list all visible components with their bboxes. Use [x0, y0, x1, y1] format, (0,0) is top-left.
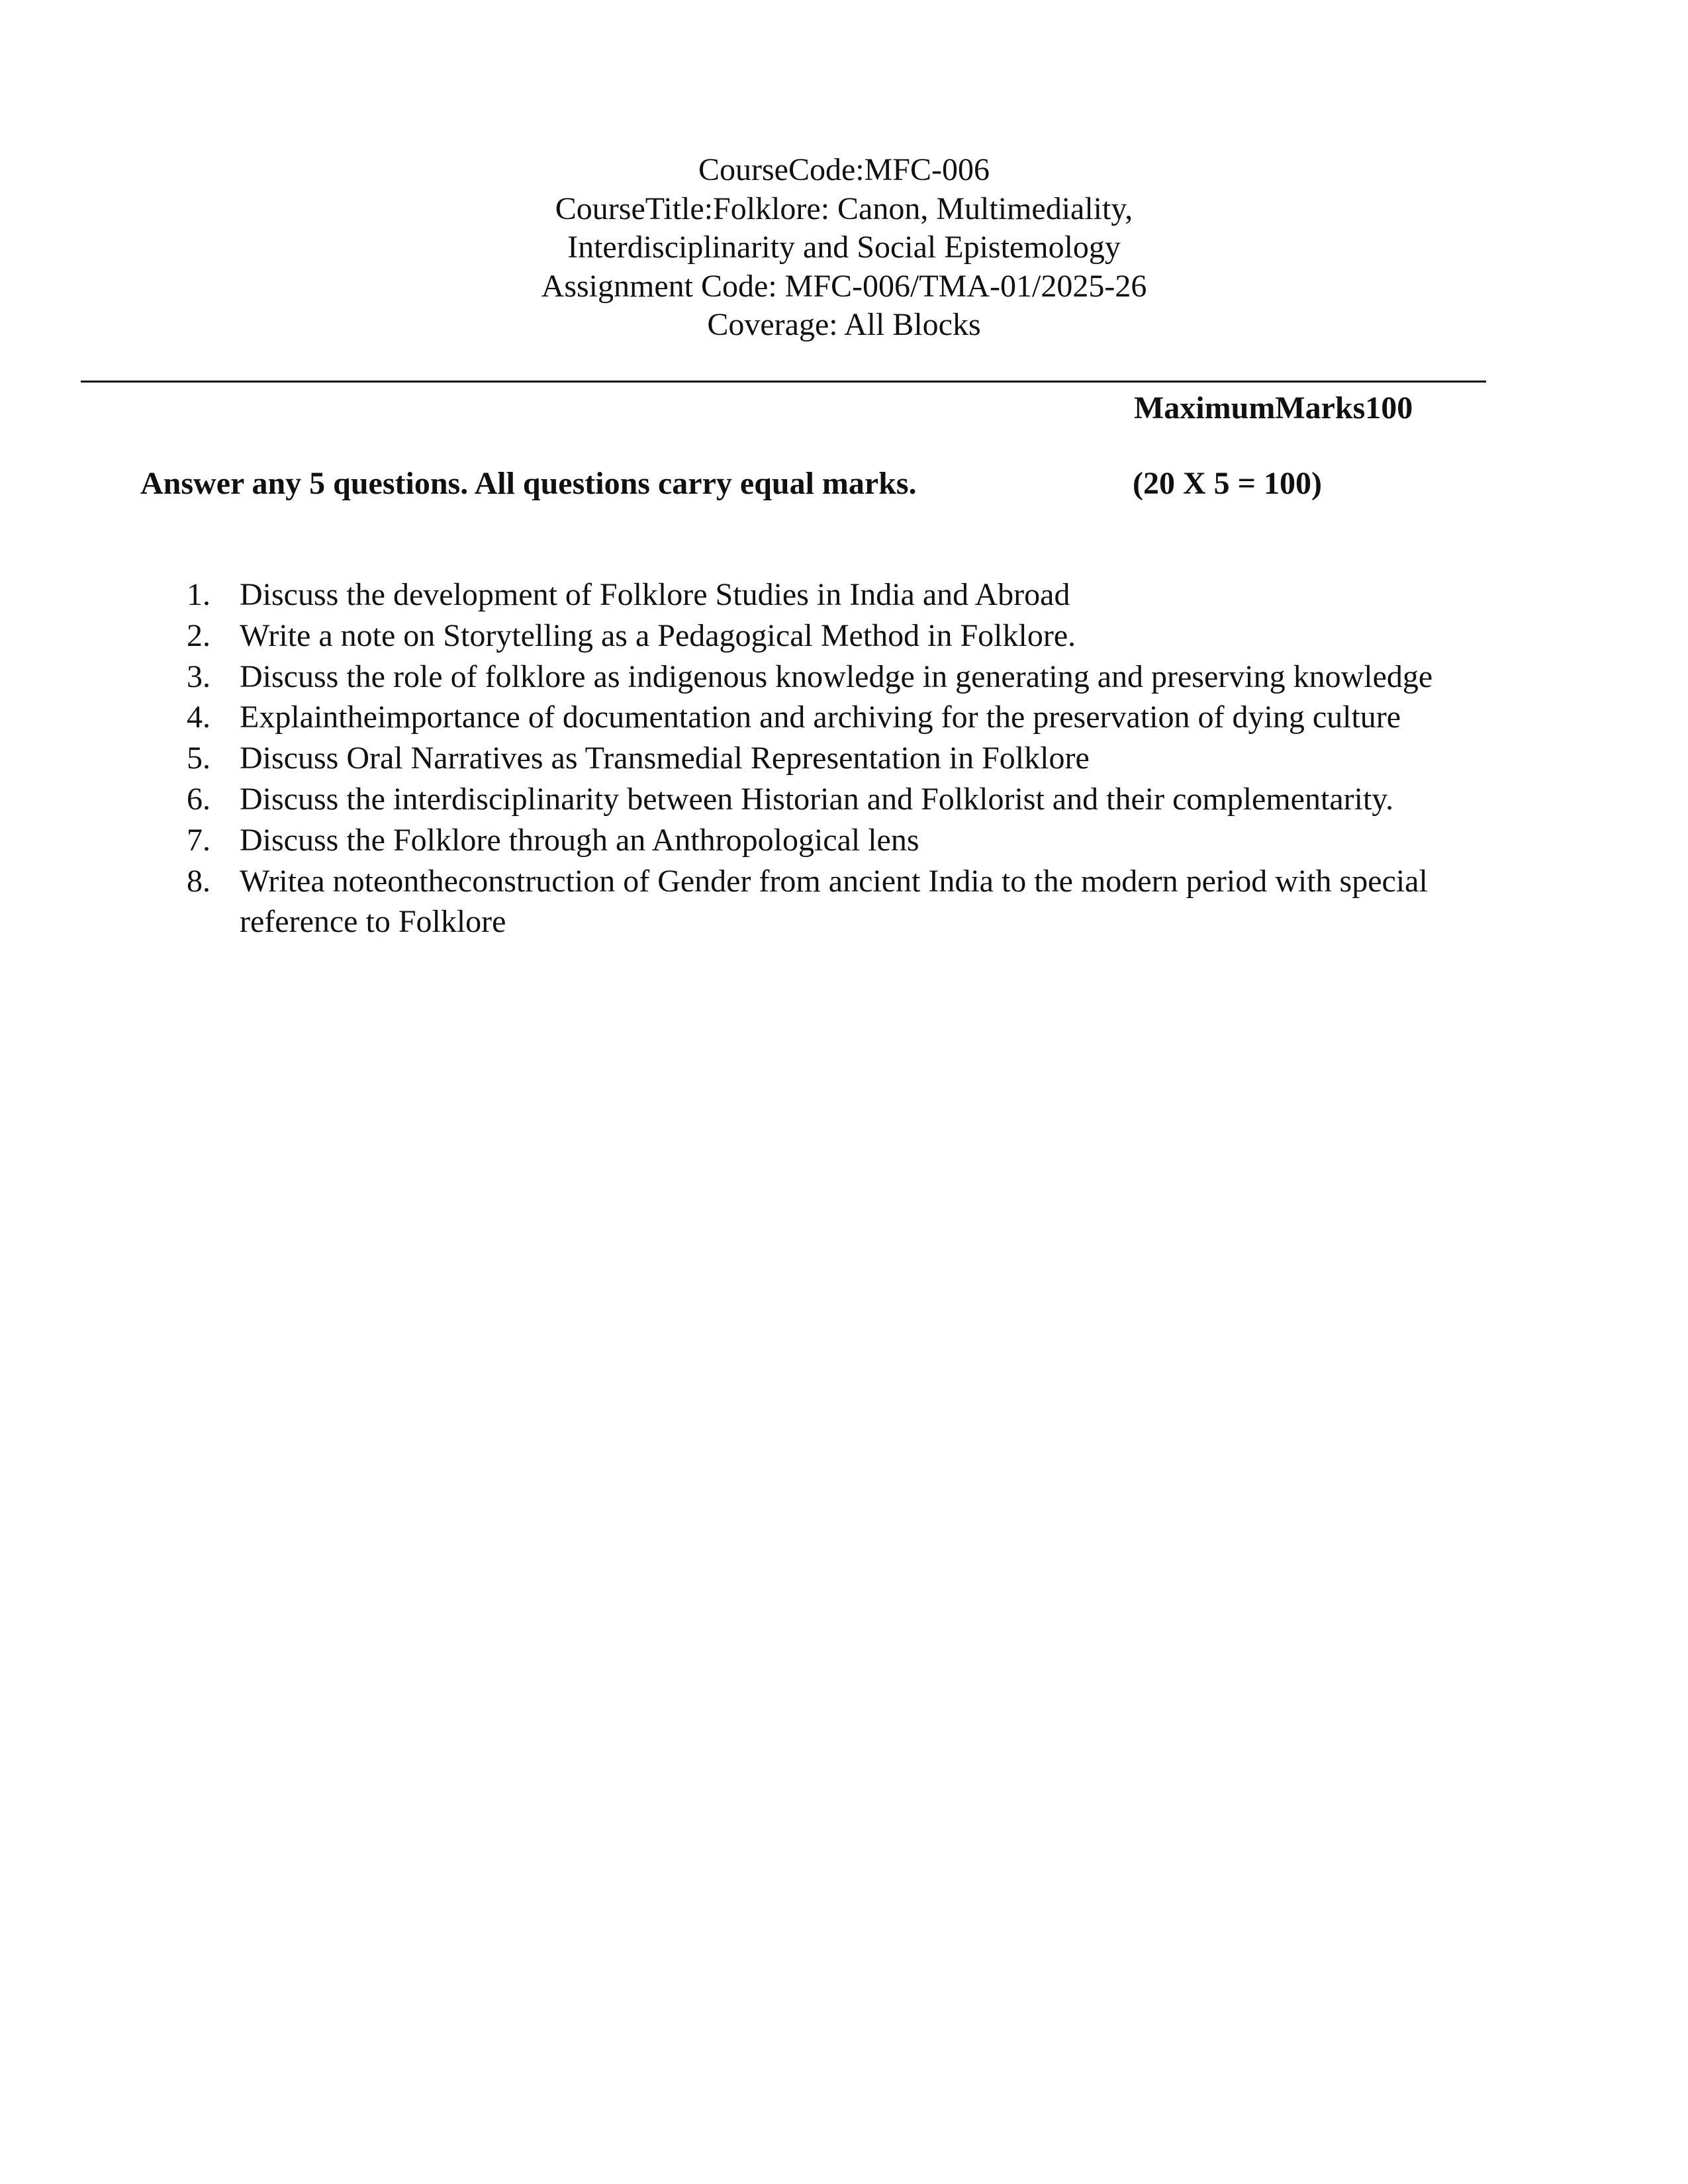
marks-formula: (20 X 5 = 100) [1133, 466, 1322, 501]
course-title-line-1: CourseTitle:Folklore: Canon, Multimediality, [555, 191, 1133, 226]
question-text: Explaintheimportance of documentation and archiving for the preservation of dying culture [240, 700, 1401, 735]
question-item [0, 574, 1497, 615]
question-number: 7. [187, 822, 211, 858]
question-text: Discuss the role of folklore as indigenous knowledge in generating and preserving knowledge [240, 659, 1433, 694]
document-header [0, 151, 1688, 345]
question-text: Discuss Oral Narratives as Transmedial Representation in Folklore [240, 741, 1090, 776]
coverage: Coverage: All Blocks [707, 307, 981, 342]
question-text: Discuss the interdisciplinarity between Historian and Folklorist and their complementarity. [240, 781, 1394, 817]
question-text: Writea noteontheconstruction of Gender from ancient India to the modern period with special reference to Folklore [240, 863, 1428, 940]
question-item [0, 779, 1497, 820]
question-number: 8. [187, 863, 211, 899]
header-divider [81, 381, 1486, 383]
question-text: Write a note on Storytelling as a Pedagogical Method in Folklore. [240, 617, 1076, 653]
assignment-code: Assignment Code: MFC-006/TMA-01/2025-26 [541, 268, 1147, 304]
question-item [0, 820, 1497, 861]
instructions: Answer any 5 questions. All questions carry equal marks. [140, 466, 917, 501]
course-code: CourseCode:MFC-006 [698, 152, 990, 187]
question-number: 1. [187, 577, 211, 612]
question-list [0, 574, 1688, 942]
question-item [0, 738, 1497, 779]
question-number: 5. [187, 741, 211, 776]
question-item [0, 657, 1497, 698]
question-item [0, 615, 1497, 657]
maximum-marks: MaximumMarks100 [1134, 390, 1413, 426]
question-number: 6. [187, 781, 211, 817]
question-item [0, 697, 1497, 738]
question-number: 3. [187, 659, 211, 694]
question-text: Discuss the Folklore through an Anthropological lens [240, 822, 919, 858]
question-text: Discuss the development of Folklore Studies in India and Abroad [240, 577, 1070, 612]
question-number: 4. [187, 700, 211, 735]
question-item [0, 861, 1497, 943]
question-number: 2. [187, 617, 211, 653]
course-title-line-2: Interdisciplinarity and Social Epistemology [567, 230, 1121, 265]
